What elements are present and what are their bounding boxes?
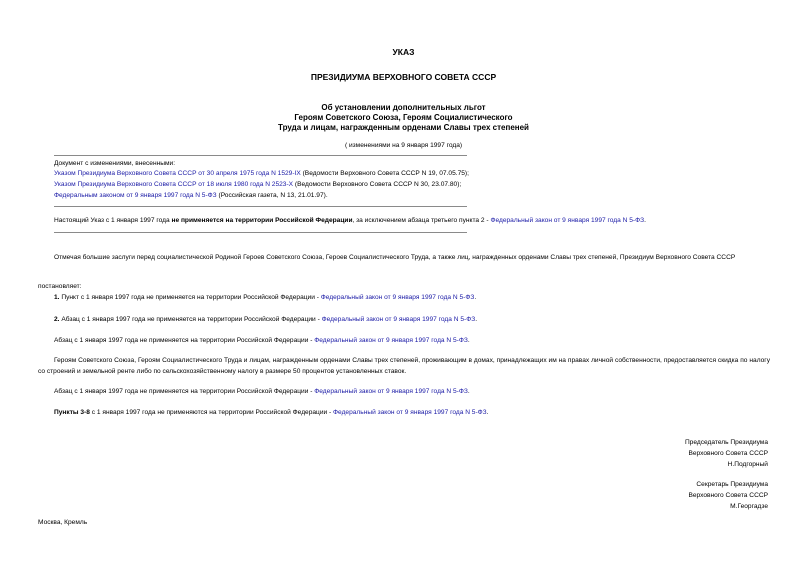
divider-mid	[54, 206, 467, 207]
not-applied-bold: не применяется на территории Российской Федерации	[171, 217, 353, 224]
change-link-2[interactable]: Указом Президиума Верховного Совета СССР от 18 июля 1980 года N 2523-Х	[54, 181, 294, 188]
change-source-1: (Ведомости Верховного Совета СССР N 19, 07.05.75);	[300, 170, 469, 177]
chairman-name: Н.Подгорный	[727, 461, 768, 468]
paragraph-1-link[interactable]: Федеральный закон от 9 января 1997 года N 5-ФЗ	[320, 294, 475, 301]
place-of-signing: Москва, Кремль	[38, 519, 88, 526]
decree-heading: УКАЗ	[392, 47, 415, 57]
paragraph-2: 2. Абзац с 1 января 1997 года не применяется на территории Российской Федерации - Федеральный закон от 9 января 1997 года N 5-ФЗ.	[54, 316, 478, 323]
change-source-3: (Российская газета, N 13, 21.01.97).	[216, 192, 328, 199]
preamble: Отмечая большие заслуги перед социалистической Родиной Героев Советского Союза, Героев Социалистического Труда, а также лиц, награжденных орденами Славы трех степеней, Президиум Верховного Совета СССР	[54, 254, 736, 261]
paragraph-discount: Героям Советского Союза, Героям Социалистического Труда и лицам, награжденным орденами Славы трех степеней, проживающим в домах, принадлежащих им на правах личной собственности, предоставляется скидка по налогу со строений и земельной ренте либо по сельскохозяйственному налогу в размере 50 процентов установленных ставок.	[38, 357, 770, 375]
paragraph-3-link[interactable]: Федеральный закон от 9 января 1997 года N 5-ФЗ	[314, 337, 468, 344]
document-title	[0, 103, 807, 133]
change-link-1[interactable]: Указом Президиума Верховного Совета СССР от 30 апреля 1975 года N 1529-IX	[54, 170, 301, 177]
title-line-2: Героям Советского Союза, Героям Социалистического	[294, 113, 513, 122]
paragraph-1: 1. Пункт с 1 января 1997 года не применяется на территории Российской Федерации - Федеральный закон от 9 января 1997 года N 5-ФЗ.	[54, 294, 477, 301]
title-line-3: Труда и лицам, награжденным орденами Славы трех степеней	[278, 123, 529, 132]
title-line-1: Об установлении дополнительных льгот	[321, 103, 486, 112]
divider-bottom	[54, 232, 467, 233]
paragraph-5: Абзац с 1 января 1997 года не применяется на территории Российской Федерации - Федеральный закон от 9 января 1997 года N 5-ФЗ.	[54, 388, 470, 395]
change-source-2: (Ведомости Верховного Совета СССР N 30, 23.07.80);	[293, 181, 462, 188]
signature-secretary: Секретарь Президиума Верховного Совета СССР М.Георгадзе	[600, 479, 768, 512]
paragraph-6-link[interactable]: Федеральный закон от 9 января 1997 года N 5-ФЗ	[333, 409, 487, 416]
signature-chairman: Председатель Президиума Верховного Совета СССР Н.Подгорный	[600, 437, 768, 470]
secretary-name: М.Георгадзе	[730, 503, 768, 510]
presidium-heading: ПРЕЗИДИУМА ВЕРХОВНОГО СОВЕТА СССР	[310, 72, 497, 82]
change-item-2	[54, 181, 461, 189]
change-link-3[interactable]: Федеральным законом от 9 января 1997 года N 5-ФЗ	[54, 192, 217, 199]
paragraph-6: Пункты 3-8 с 1 января 1997 года не применяются на территории Российской Федерации - Федеральный закон от 9 января 1997 года N 5-ФЗ.	[54, 409, 489, 416]
not-applied-note: Настоящий Указ с 1 января 1997 года не применяется на территории Российской Федерации, за исключением абзаца третьего пункта 2 - Федеральный закон от 9 января 1997 года N 5-ФЗ.	[54, 217, 646, 224]
amendment-note: ( изменениями на 9 января 1997 года)	[344, 142, 463, 149]
decrees-word: постановляет:	[38, 283, 82, 290]
change-item-3	[54, 192, 328, 200]
divider-top	[54, 155, 467, 156]
changes-intro: Документ с изменениями, внесенными:	[54, 160, 176, 167]
paragraph-5-link[interactable]: Федеральный закон от 9 января 1997 года N 5-ФЗ	[314, 388, 468, 395]
not-applied-link[interactable]: Федеральный закон от 9 января 1997 года N 5-ФЗ	[490, 217, 645, 224]
change-item-1	[54, 170, 469, 178]
paragraph-3: Абзац с 1 января 1997 года не применяется на территории Российской Федерации - Федеральный закон от 9 января 1997 года N 5-ФЗ.	[54, 337, 470, 344]
paragraph-2-link[interactable]: Федеральный закон от 9 января 1997 года N 5-ФЗ	[321, 316, 476, 323]
